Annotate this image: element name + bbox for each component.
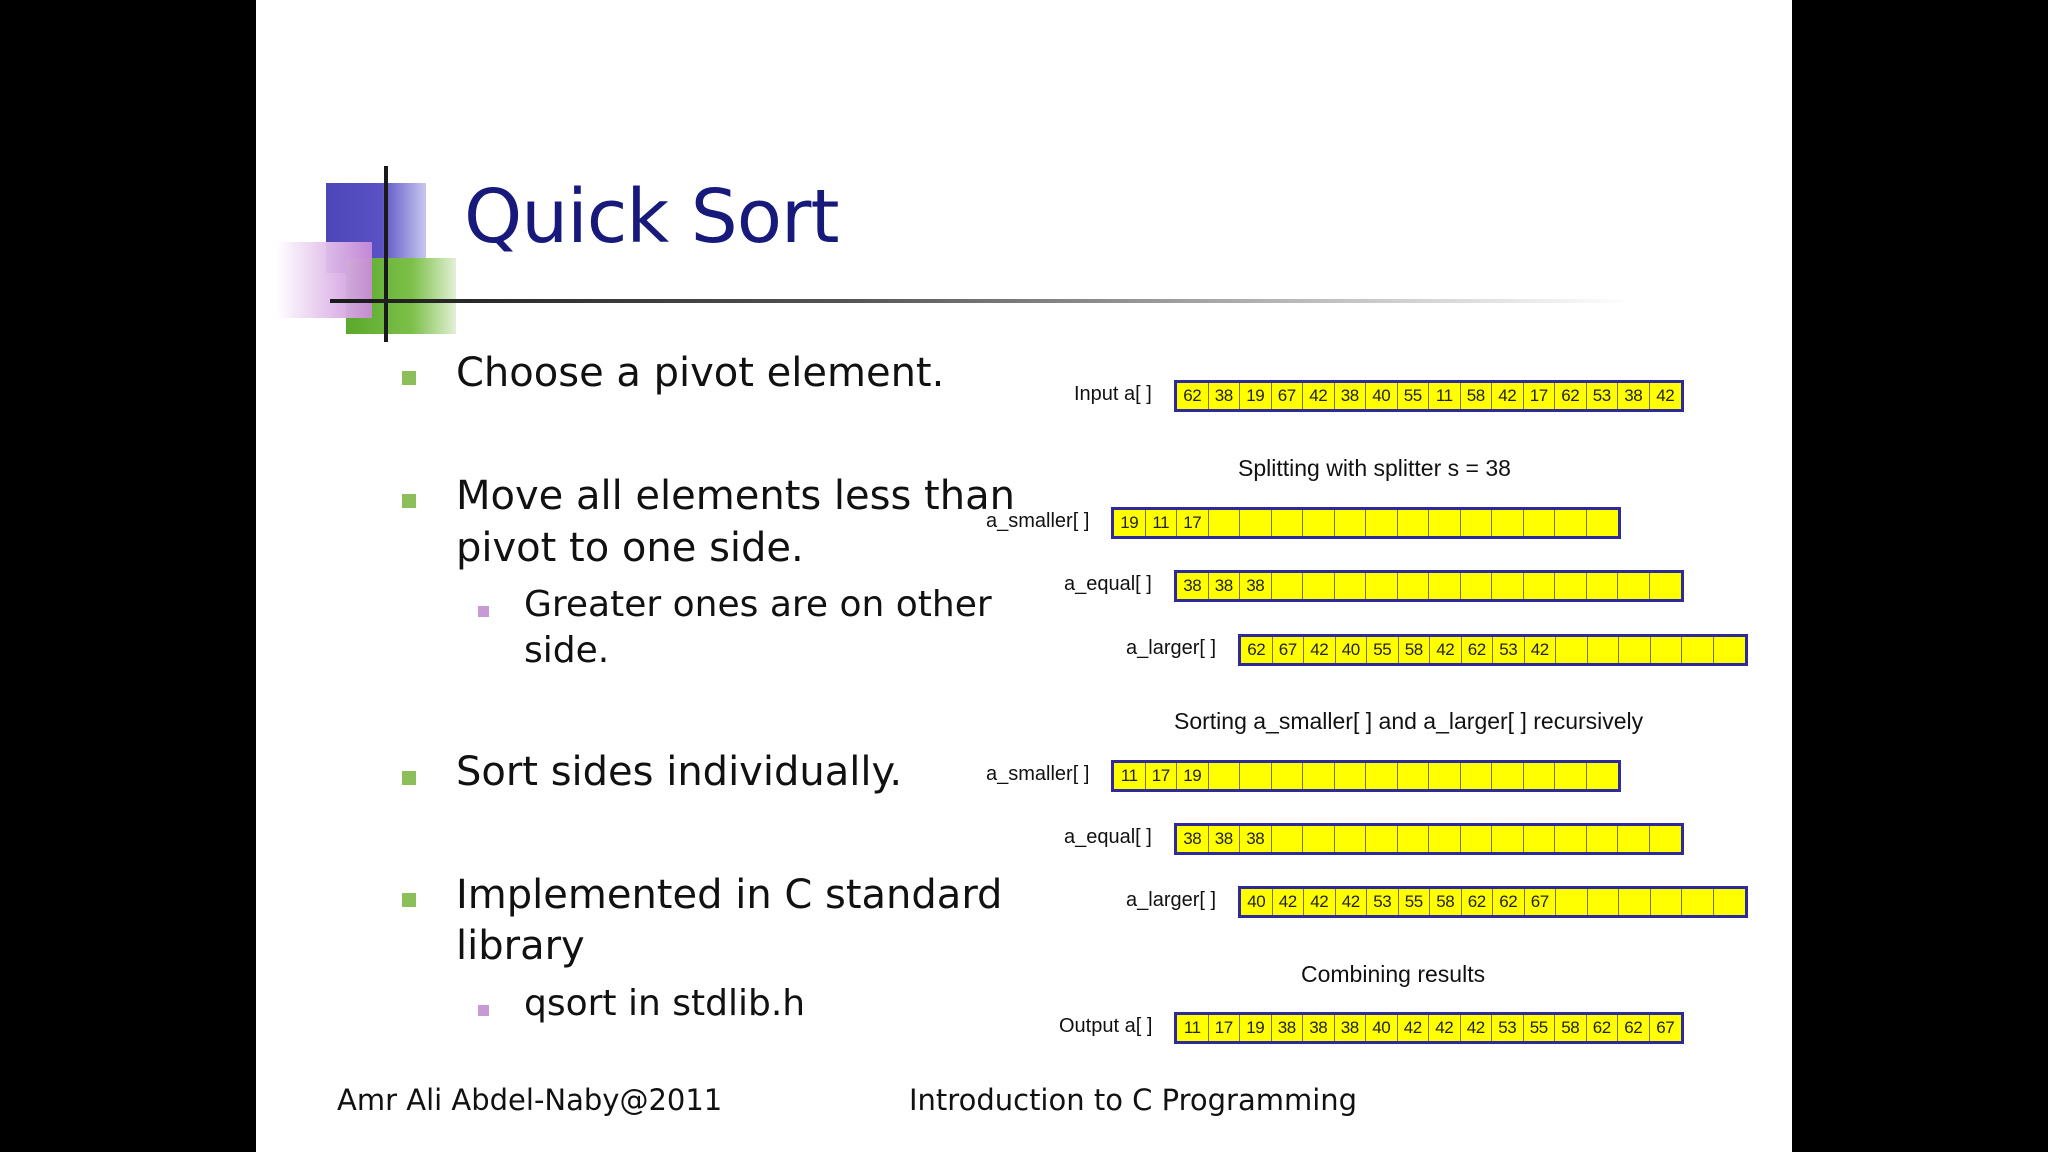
array-cell: 11: [1114, 763, 1146, 789]
array-label: a_smaller[ ]: [986, 763, 1090, 785]
array-label: a_larger[ ]: [1126, 889, 1217, 911]
array-cell: 42: [1492, 383, 1524, 409]
caption-combine: Combining results: [1301, 961, 1486, 987]
array-cell: [1587, 763, 1619, 789]
array-cell: [1303, 826, 1335, 852]
array-cell: [1398, 573, 1430, 599]
array-cell: [1492, 510, 1524, 536]
array-larger-sorted: [1238, 886, 1748, 918]
array-cell: [1555, 763, 1587, 789]
array-cell: 38: [1209, 826, 1241, 852]
array-cell: [1618, 573, 1650, 599]
array-cell: [1492, 826, 1524, 852]
array-cell: [1587, 573, 1619, 599]
array-cell: [1556, 637, 1588, 663]
array-cell: 62: [1241, 637, 1273, 663]
array-cell: [1524, 826, 1556, 852]
array-cell: 58: [1461, 383, 1493, 409]
array-cell: 42: [1398, 1015, 1430, 1041]
caption-sort: Sorting a_smaller[ ] and a_larger[ ] recursively: [1174, 708, 1644, 734]
array-cell: [1335, 573, 1367, 599]
array-cell: 11: [1146, 510, 1178, 536]
array-cell: 62: [1555, 383, 1587, 409]
array-cell: [1588, 889, 1620, 915]
array-cell: 42: [1430, 637, 1462, 663]
array-cell: [1587, 510, 1619, 536]
array-cell: [1618, 826, 1650, 852]
array-cell: 38: [1272, 1015, 1304, 1041]
array-cell: 38: [1240, 826, 1272, 852]
array-cell: 58: [1399, 637, 1431, 663]
array-cell: 42: [1336, 889, 1368, 915]
array-cell: [1492, 573, 1524, 599]
array-cell: 42: [1461, 1015, 1493, 1041]
array-cell: [1429, 826, 1461, 852]
slide: [256, 0, 1792, 1152]
array-cell: [1650, 826, 1682, 852]
array-cell: [1461, 510, 1493, 536]
array-cell: [1272, 826, 1304, 852]
array-cell: [1335, 510, 1367, 536]
title-underline: [330, 299, 1630, 303]
array-cell: 42: [1304, 637, 1336, 663]
array-equal-split: [1174, 570, 1684, 602]
array-cell: [1398, 763, 1430, 789]
bullet-text-line: library: [456, 923, 585, 969]
array-cell: 67: [1272, 383, 1304, 409]
array-cell: [1588, 637, 1620, 663]
array-label: a_smaller[ ]: [986, 510, 1090, 532]
array-cell: 38: [1240, 573, 1272, 599]
array-cell: 40: [1366, 383, 1398, 409]
array-cell: [1398, 826, 1430, 852]
array-cell: [1303, 510, 1335, 536]
array-cell: [1524, 573, 1556, 599]
bullet-marker: [402, 371, 416, 385]
array-cell: [1714, 889, 1746, 915]
bullet-text: Sort sides individually.: [456, 749, 903, 795]
array-cell: 38: [1618, 383, 1650, 409]
array-cell: 55: [1398, 383, 1430, 409]
array-cell: [1714, 637, 1746, 663]
array-label: Output a[ ]: [1059, 1015, 1153, 1037]
array-cell: 62: [1462, 637, 1494, 663]
bullet-marker: [402, 494, 416, 508]
array-cell: 42: [1525, 637, 1557, 663]
array-cell: [1650, 573, 1682, 599]
array-cell: 40: [1336, 637, 1368, 663]
array-cell: [1555, 510, 1587, 536]
array-cell: 53: [1493, 637, 1525, 663]
array-cell: [1303, 573, 1335, 599]
array-cell: [1366, 763, 1398, 789]
array-label: a_larger[ ]: [1126, 637, 1217, 659]
array-cell: [1335, 826, 1367, 852]
array-cell: 67: [1273, 637, 1305, 663]
array-cell: 17: [1524, 383, 1556, 409]
array-cell: [1461, 826, 1493, 852]
array-cell: 40: [1241, 889, 1273, 915]
array-cell: 67: [1525, 889, 1557, 915]
bullet-marker: [402, 771, 416, 785]
array-cell: 53: [1492, 1015, 1524, 1041]
array-cell: [1461, 763, 1493, 789]
array-cell: [1398, 510, 1430, 536]
subbullet-marker: [478, 1005, 489, 1016]
array-input: [1174, 380, 1684, 412]
bullet-marker: [402, 893, 416, 907]
footer-course: Introduction to C Programming: [909, 1083, 1358, 1117]
array-cell: [1492, 763, 1524, 789]
bullet-text-line: Move all elements less than: [456, 473, 1015, 519]
array-cell: 58: [1555, 1015, 1587, 1041]
array-cell: [1619, 889, 1651, 915]
array-cell: [1366, 573, 1398, 599]
array-cell: [1555, 826, 1587, 852]
array-output: [1174, 1012, 1684, 1044]
subbullet-text: qsort in stdlib.h: [524, 983, 806, 1024]
array-label: Input a[ ]: [1074, 383, 1152, 405]
array-cell: 62: [1618, 1015, 1650, 1041]
footer-author: Amr Ali Abdel-Naby@2011: [337, 1083, 723, 1117]
array-cell: 38: [1209, 573, 1241, 599]
array-equal-sorted: [1174, 823, 1684, 855]
array-cell: [1209, 510, 1241, 536]
array-cell: [1555, 573, 1587, 599]
array-cell: 42: [1304, 889, 1336, 915]
array-cell: [1240, 510, 1272, 536]
array-cell: 19: [1240, 1015, 1272, 1041]
array-cell: 38: [1209, 383, 1241, 409]
array-cell: 42: [1303, 383, 1335, 409]
array-smaller-sorted: [1111, 760, 1621, 792]
array-cell: [1303, 763, 1335, 789]
array-cell: [1335, 763, 1367, 789]
array-cell: 53: [1367, 889, 1399, 915]
array-cell: [1556, 889, 1588, 915]
array-cell: 55: [1524, 1015, 1556, 1041]
array-cell: [1240, 763, 1272, 789]
array-cell: 17: [1177, 510, 1209, 536]
array-cell: [1272, 573, 1304, 599]
array-cell: [1366, 510, 1398, 536]
array-cell: 38: [1303, 1015, 1335, 1041]
array-cell: 38: [1335, 1015, 1367, 1041]
array-cell: [1682, 637, 1714, 663]
array-cell: 19: [1177, 763, 1209, 789]
array-cell: [1209, 763, 1241, 789]
array-cell: [1587, 826, 1619, 852]
array-cell: 38: [1177, 573, 1209, 599]
array-cell: [1461, 573, 1493, 599]
bullet-text: Choose a pivot element.: [456, 350, 945, 396]
array-larger-split: [1238, 634, 1748, 666]
array-cell: 67: [1656, 1018, 1675, 1037]
array-cell: 38: [1335, 383, 1367, 409]
array-cell: [1524, 510, 1556, 536]
array-cell: [1429, 573, 1461, 599]
array-cell: 38: [1177, 826, 1209, 852]
slide-title: Quick Sort: [464, 174, 839, 260]
array-cell: [1272, 763, 1304, 789]
array-label: a_equal[ ]: [1064, 573, 1152, 595]
array-cell: [1682, 889, 1714, 915]
array-cell: 11: [1429, 383, 1461, 409]
array-cell: 42: [1273, 889, 1305, 915]
bullet-text-line: Implemented in C standard: [456, 872, 1003, 918]
array-cell: 40: [1366, 1015, 1398, 1041]
array-cell: 17: [1146, 763, 1178, 789]
array-cell: 55: [1367, 637, 1399, 663]
array-cell: [1524, 763, 1556, 789]
array-label: a_equal[ ]: [1064, 826, 1152, 848]
array-cell: 19: [1114, 510, 1146, 536]
decor-pink-square: [276, 242, 372, 318]
array-cell: [1366, 826, 1398, 852]
array-cell: 62: [1493, 889, 1525, 915]
array-cell: 11: [1177, 1015, 1209, 1041]
array-cell: 62: [1587, 1015, 1619, 1041]
subbullet-marker: [478, 606, 489, 617]
array-cell: 42: [1429, 1015, 1461, 1041]
array-cell: 62: [1177, 383, 1209, 409]
array-cell: [1272, 510, 1304, 536]
array-cell: 42: [1656, 386, 1675, 405]
array-cell: 55: [1399, 889, 1431, 915]
array-cell: [1429, 763, 1461, 789]
subbullet-text-line: side.: [524, 630, 610, 671]
array-cell: 17: [1209, 1015, 1241, 1041]
array-cell: 19: [1240, 383, 1272, 409]
caption-split: Splitting with splitter s = 38: [1238, 455, 1511, 481]
subbullet-text-line: Greater ones are on other: [524, 584, 992, 625]
array-cell: 62: [1462, 889, 1494, 915]
array-cell: [1651, 889, 1683, 915]
bullet-text-line: pivot to one side.: [456, 525, 804, 571]
decor-vertical-line: [384, 166, 388, 342]
array-smaller-split: [1111, 507, 1621, 539]
array-cell: [1619, 637, 1651, 663]
array-cell: 53: [1587, 383, 1619, 409]
array-cell: 58: [1430, 889, 1462, 915]
array-cell: [1651, 637, 1683, 663]
array-cell: [1429, 510, 1461, 536]
